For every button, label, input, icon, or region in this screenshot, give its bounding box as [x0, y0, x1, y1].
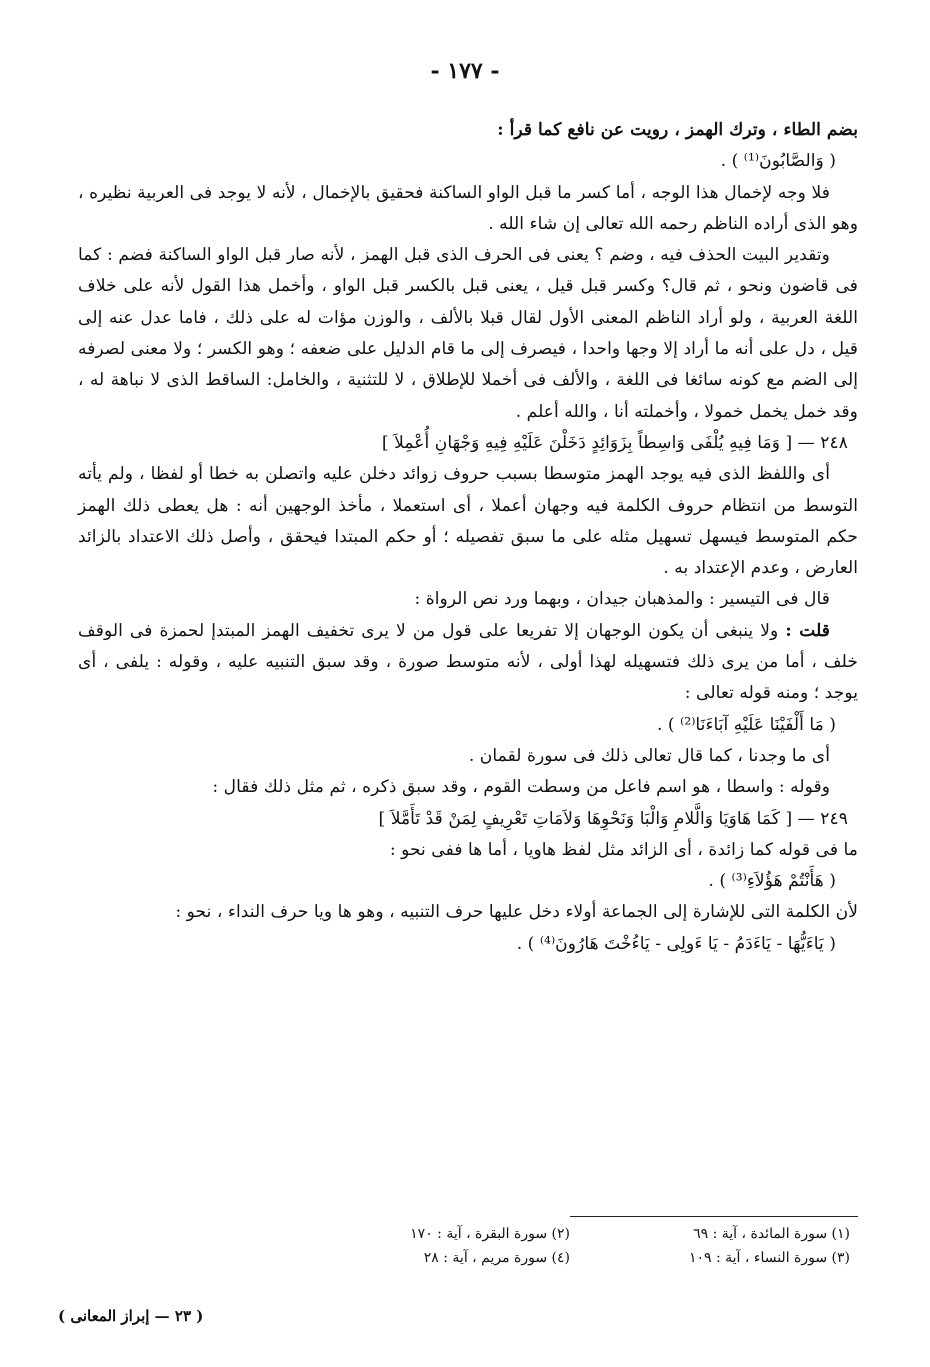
quran-quote-3: ( هَأَنْتُمْ هَؤُلاَءِ⁽³⁾ ) . — [708, 871, 836, 892]
footnote-row — [290, 1222, 850, 1246]
paragraph: أى واللفظ الذى فيه يوجد الهمز متوسطا بسبب حروف زوائد دخلن عليه واتصلن به خطا أو لفظا ، ولم يأته التوسط من انتظام حروف الكلمة فيه وجهان أعملا ، أى استعملا ، مأخذ الوجهين أنه : هل يعطى ذلك الهمز حكم المتوسط فيسهل تسهيل مثله على ما سبق تفصيله ؛ أو حكم المبتدا فيحقق ، وأصل ذلك الاعتداد بالزائد العارض ، وعدم الإعتداد به . — [78, 464, 858, 579]
footnote-2: (٢) سورة البقرة ، آية : ١٧٠ — [410, 1226, 570, 1242]
paragraph: قال فى التيسير : والمذهبان جيدان ، وبهما ورد نص الرواة : — [414, 589, 830, 610]
paragraph: أى ما وجدنا ، كما قال تعالى ذلك فى سورة لقمان . — [468, 745, 830, 766]
paragraph: ما فى قوله كما زائدة ، أى الزائد مثل لفظ هاويا ، أما ها ففى نحو : — [389, 839, 858, 860]
poem-verse-248: ٢٤٨ — [ وَمَا فِيهِ يُلْفَى وَاسِطاً بِزَوَائِدٍ دَخَلْنَ عَلَيْهِ فِيهِ وَجْهَانِ أُعْمِلاَ ] — [381, 432, 848, 453]
paragraph: وتقدير البيت الحذف فيه ، وضم ؟ يعنى فى الحرف الذى قبل الهمز ، لأنه صار قبل الواو الساكنة فضم : كما فى قاضون ونحو ، ثم قال؟ وكسر قبل قيل ، يعنى قبل بالكسر قبل الواو ، وأخمل هذا القول لأنه على خلاف اللغة العربية ، ولو أراد الناظم المعنى الأول لقال قبلا بالألف ، والوزن مؤات له على ذلك ، فاما عدل عنه إلى قيل ، دل على أنه ما أراد إلا وجها واحدا ، فيصرف إلى ما قام الدليل على ضعفه ؛ وهو الكسر ؛ ولا معنى لصرفه إلى الضم مع كونه سائغا فى اللغة ، والألف فى أخملا للإطلاق ، لا للتثنية ، والخامل: الساقط الذى لا نباهة له ، وقد خمل يخمل خمولا ، وأخملته أنا ، والله أعلم . — [78, 245, 858, 422]
quran-quote-4: ( يَاءَيُّهَا - يَاءَدَمُ - يَا ءَولِى - يَاءُخْتَ هَارُونَ⁽⁴⁾ ) . — [516, 933, 836, 954]
footnote-separator — [570, 1216, 858, 1217]
page-number: - ١٧٧ - — [430, 58, 500, 84]
note-label: قلت : — [785, 620, 830, 641]
footnote-1: (١) سورة المائدة ، آية : ٦٩ — [693, 1226, 850, 1242]
poem-verse-249: ٢٤٩ — [ كَمَا هَاوَيَا وَالَّلامِ وَالْبَا وَنَحْوِهَا وَلاَمَاتِ تَعْرِيفٍ لِمَنْ قَدْ تَأَمَّلاَ ] — [378, 808, 848, 829]
quran-quote-1: ( وَالصَّابُونَ⁽¹⁾ ) . — [720, 151, 836, 172]
paragraph — [78, 616, 858, 710]
footnote-4: (٤) سورة مريم ، آية : ٢٨ — [423, 1250, 570, 1266]
main-text — [78, 115, 858, 960]
opening-line: بضم الطاء ، وترك الهمز ، رويت عن نافع كما قرأ : — [497, 120, 858, 140]
paragraph: فلا وجه لإخمال هذا الوجه ، أما كسر ما قبل الواو الساكنة فحقيق بالإخمال ، لأنه لا يوجد فى العربية نظيره ، وهو الذى أراده الناظم رحمه الله تعالى إن شاء الله . — [78, 182, 858, 234]
footnotes — [290, 1222, 850, 1270]
quran-quote-2: ( مَا أَلْفَيْنَا عَلَيْهِ آبَاءَنَا⁽²⁾ ) . — [656, 714, 836, 735]
paragraph: لأن الكلمة التى للإشارة إلى الجماعة أولاء دخل عليها حرف التنبيه ، وهو ها ويا حرف النداء ، نحو : — [175, 902, 858, 923]
footnote-3: (٣) سورة النساء ، آية : ١٠٩ — [688, 1250, 850, 1266]
signature-mark: ( ٢٣ — إبراز المعانى ) — [58, 1307, 204, 1325]
paragraph: وقوله : واسطا ، هو اسم فاعل من وسطت القوم ، وقد سبق ذكره ، ثم مثل ذلك فقال : — [212, 777, 830, 798]
note-text: ولا ينبغى أن يكون الوجهان إلا تفريعا على قول من لا يرى تخفيف الهمز المبتدإ لحمزة فى الوقف خلف ، أما من يرى ذلك فتسهيله لهذا أولى ، لأنه متوسط صورة ، وقد سبق التنبيه عليه ، وقوله : يلفى ، أى يوجد ؛ ومنه قوله تعالى : — [78, 620, 858, 704]
footnote-row — [290, 1246, 850, 1270]
